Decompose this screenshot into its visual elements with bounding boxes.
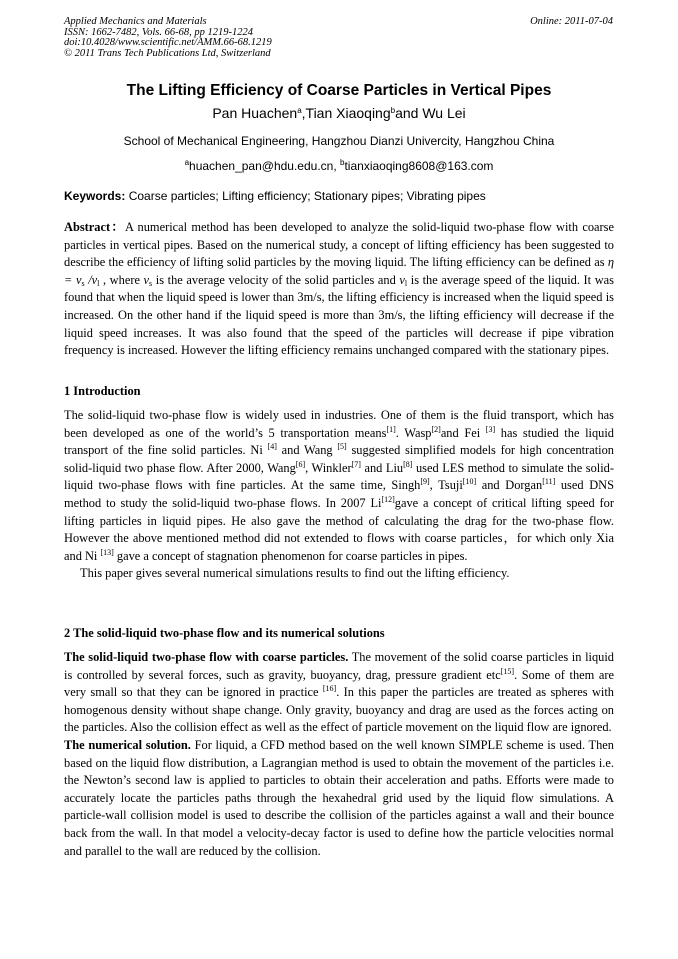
paper-title: The Lifting Efficiency of Coarse Particles in Vertical Pipes — [126, 82, 552, 99]
citation[interactable]: [11] — [542, 477, 556, 487]
abstract-text-2: , where — [99, 272, 144, 287]
intro-text: , Tsuji — [429, 478, 463, 493]
author-2-sup: b — [390, 106, 396, 115]
email-b-sup: b — [340, 158, 345, 167]
citation[interactable]: [5] — [337, 442, 347, 452]
author-list — [0, 105, 678, 121]
citation[interactable]: [2] — [431, 424, 441, 434]
citation[interactable]: [10] — [462, 477, 477, 487]
keywords-text: Coarse particles; Lifting efficiency; Stationary pipes; Vibrating pipes — [125, 189, 486, 203]
copyright-line: © 2011 Trans Tech Publications Ltd, Switzerland — [64, 47, 271, 59]
doi-line: doi:10.4028/www.scientific.net/AMM.66-68.1219 — [64, 37, 272, 48]
intro-text: used LES method to simulate the solid-liquid two-phase flows with fine particles. At the same time, Singh — [64, 460, 614, 493]
citation[interactable]: [12] — [381, 494, 395, 504]
intro-paragraph-2: This paper gives several numerical simulations results to find out the lifting efficiency. — [80, 566, 510, 581]
section-2-text: For liquid, a CFD method based on the well known SIMPLE scheme is used. Then based on the liquid flow distribution, a Lagrangian method is used to obtain the movement of the particles i.e. the Newton’s second law is applied to particles to obtain their acceleration and paths. Efforts were made to accurately locate the particles paths through the hexahedral grid used by the liquid flow simulations. A particle-wall collision model is used to describe the collision of the particles against a wall and their bounce back from the wall. In that model a velocity-decay factor is used to define how the particle velocities normal and parallel to the wall are reduced by the collision. — [64, 737, 614, 858]
intro-text: and Fei — [440, 425, 486, 440]
abstract-colon: ： — [110, 220, 125, 234]
email-b[interactable]: tianxiaoqing8608@163.com — [344, 159, 494, 173]
var-v-s: s — [149, 278, 153, 288]
keywords-label: Keywords: — [64, 189, 126, 203]
author-3: and Wu Lei — [395, 105, 466, 121]
abstract-label: Abstract — [64, 220, 111, 234]
intro-text: and Wang — [276, 443, 338, 458]
citation[interactable]: [3] — [485, 424, 496, 434]
section-heading-2: 2 The solid-liquid two-phase flow and its numerical solutions — [64, 626, 385, 640]
intro-text: used DNS method to study the solid-liquid two-phase flows. In 2007 Li — [64, 478, 614, 510]
formula-s: s — [81, 278, 85, 288]
intro-text: . Wasp — [395, 425, 432, 440]
section-2-paragraph-1 — [64, 649, 614, 737]
author-1: Pan Huachen — [212, 105, 298, 121]
introduction-body — [64, 407, 614, 583]
email-a[interactable]: huachen_pan@hdu.edu.cn, — [189, 159, 341, 173]
paragraph-label: The solid-liquid two-phase flow with coarse particles. — [64, 650, 349, 664]
citation[interactable]: [13] — [100, 547, 114, 557]
section-2-paragraph-2 — [64, 737, 614, 860]
abstract-text-1: A numerical method has been developed to analyze the solid-liquid two-phase flow with coarse particles in vertical pipes. Based on the numerical study, a concept of lifting efficiency has been suggested to describe the efficiency of lifting solid particles by the moving liquid. The lifting efficiency can be defined as — [64, 220, 614, 270]
formula-eta: η = v — [64, 255, 614, 287]
section-2-text: The movement of the solid coarse particles in liquid is controlled by several forces, such as gravity, buoyancy, drag, pressure gradient etc — [64, 650, 614, 682]
paragraph-label: The numerical solution. — [64, 737, 191, 752]
formula-slash: /v — [84, 272, 98, 287]
section-2-text: . In this paper the particles are treated as spheres with homogenous density without shape change. Only gravity, buoyancy and drag are used as the forces acting on the particles. Also the collision effect as well as the effect of particle movement on the liquid flow are ignored. — [64, 685, 614, 735]
citation[interactable]: [15] — [500, 666, 515, 676]
intro-text: and Liu — [360, 460, 404, 475]
formula-l: l — [97, 278, 100, 288]
var-v2: v — [399, 272, 405, 287]
intro-text: , Winkler — [305, 460, 352, 475]
keywords — [64, 189, 614, 203]
email-a-sup: a — [184, 158, 190, 167]
abstract-text-3: is the average velocity of the solid particles and — [152, 272, 400, 287]
citation[interactable]: [1] — [386, 424, 396, 434]
intro-text: suggested simplified models for high concentration solid-liquid two phase flow. After 2000, Wang — [64, 443, 614, 475]
section-2-text: . Some of them are very small so that they can be ignored in practice — [64, 667, 615, 700]
section-heading-introduction: 1 Introduction — [64, 384, 141, 398]
journal-header — [64, 17, 272, 59]
issn-line: ISSN: 1662-7482, Vols. 66-68, pp 1219-1224 — [64, 26, 253, 38]
intro-text: gave a concept of critical lifting speed for lifting particles in liquid pipes. He also gave the method of calculating the drag for the two-phase flow. However the above mentioned method did not extended to flows with coarse particles，for which only Xia and Ni — [64, 495, 614, 563]
var-v-l: l — [404, 278, 408, 288]
intro-paragraph-1 — [64, 407, 614, 565]
intro-text: The solid-liquid two-phase flow is widely used in industries. One of them is the fluid transport, which has been developed as one of the world’s 5 transportation means — [64, 408, 614, 440]
citation[interactable]: [9] — [420, 477, 430, 487]
abstract — [64, 219, 614, 360]
intro-text: has studied the liquid transport of the fine solid particles. Ni — [64, 425, 614, 458]
intro-text: and Dorgan — [476, 478, 543, 493]
var-v: v — [143, 272, 150, 287]
author-2: ,Tian Xiaoqing — [301, 105, 391, 121]
journal-name: Applied Mechanics and Materials — [64, 16, 207, 27]
citation[interactable]: [8] — [403, 459, 413, 469]
author-emails — [0, 159, 678, 173]
abstract-text-4: is the average speed of the liquid. It was found that when the liquid speed is lower than 3m/s, the lifting efficiency is increased when the liquid speed is increased. On the other hand if the liquid speed is more than 3m/s, the lifting efficiency will decrease if the liquid speed increases. It was also found that the speed of the particles will decrease if pipe vibration frequency is increased. However the lifting efficiency remains unchanged compared with the stationary pipes. — [64, 272, 614, 358]
intro-text: gave a concept of stagnation phenomenon for coarse particles in pipes. — [113, 548, 468, 563]
online-date: Online: 2011-07-04 — [530, 16, 613, 27]
author-1-sup: a — [297, 106, 302, 115]
section-2-body — [64, 649, 614, 860]
citation[interactable]: [6] — [295, 459, 306, 469]
affiliation: School of Mechanical Engineering, Hangzhou Dianzi Univercity, Hangzhou China — [123, 134, 555, 148]
citation[interactable]: [7] — [351, 459, 361, 469]
citation[interactable]: [4] — [267, 442, 277, 452]
citation[interactable]: [16] — [322, 684, 337, 694]
